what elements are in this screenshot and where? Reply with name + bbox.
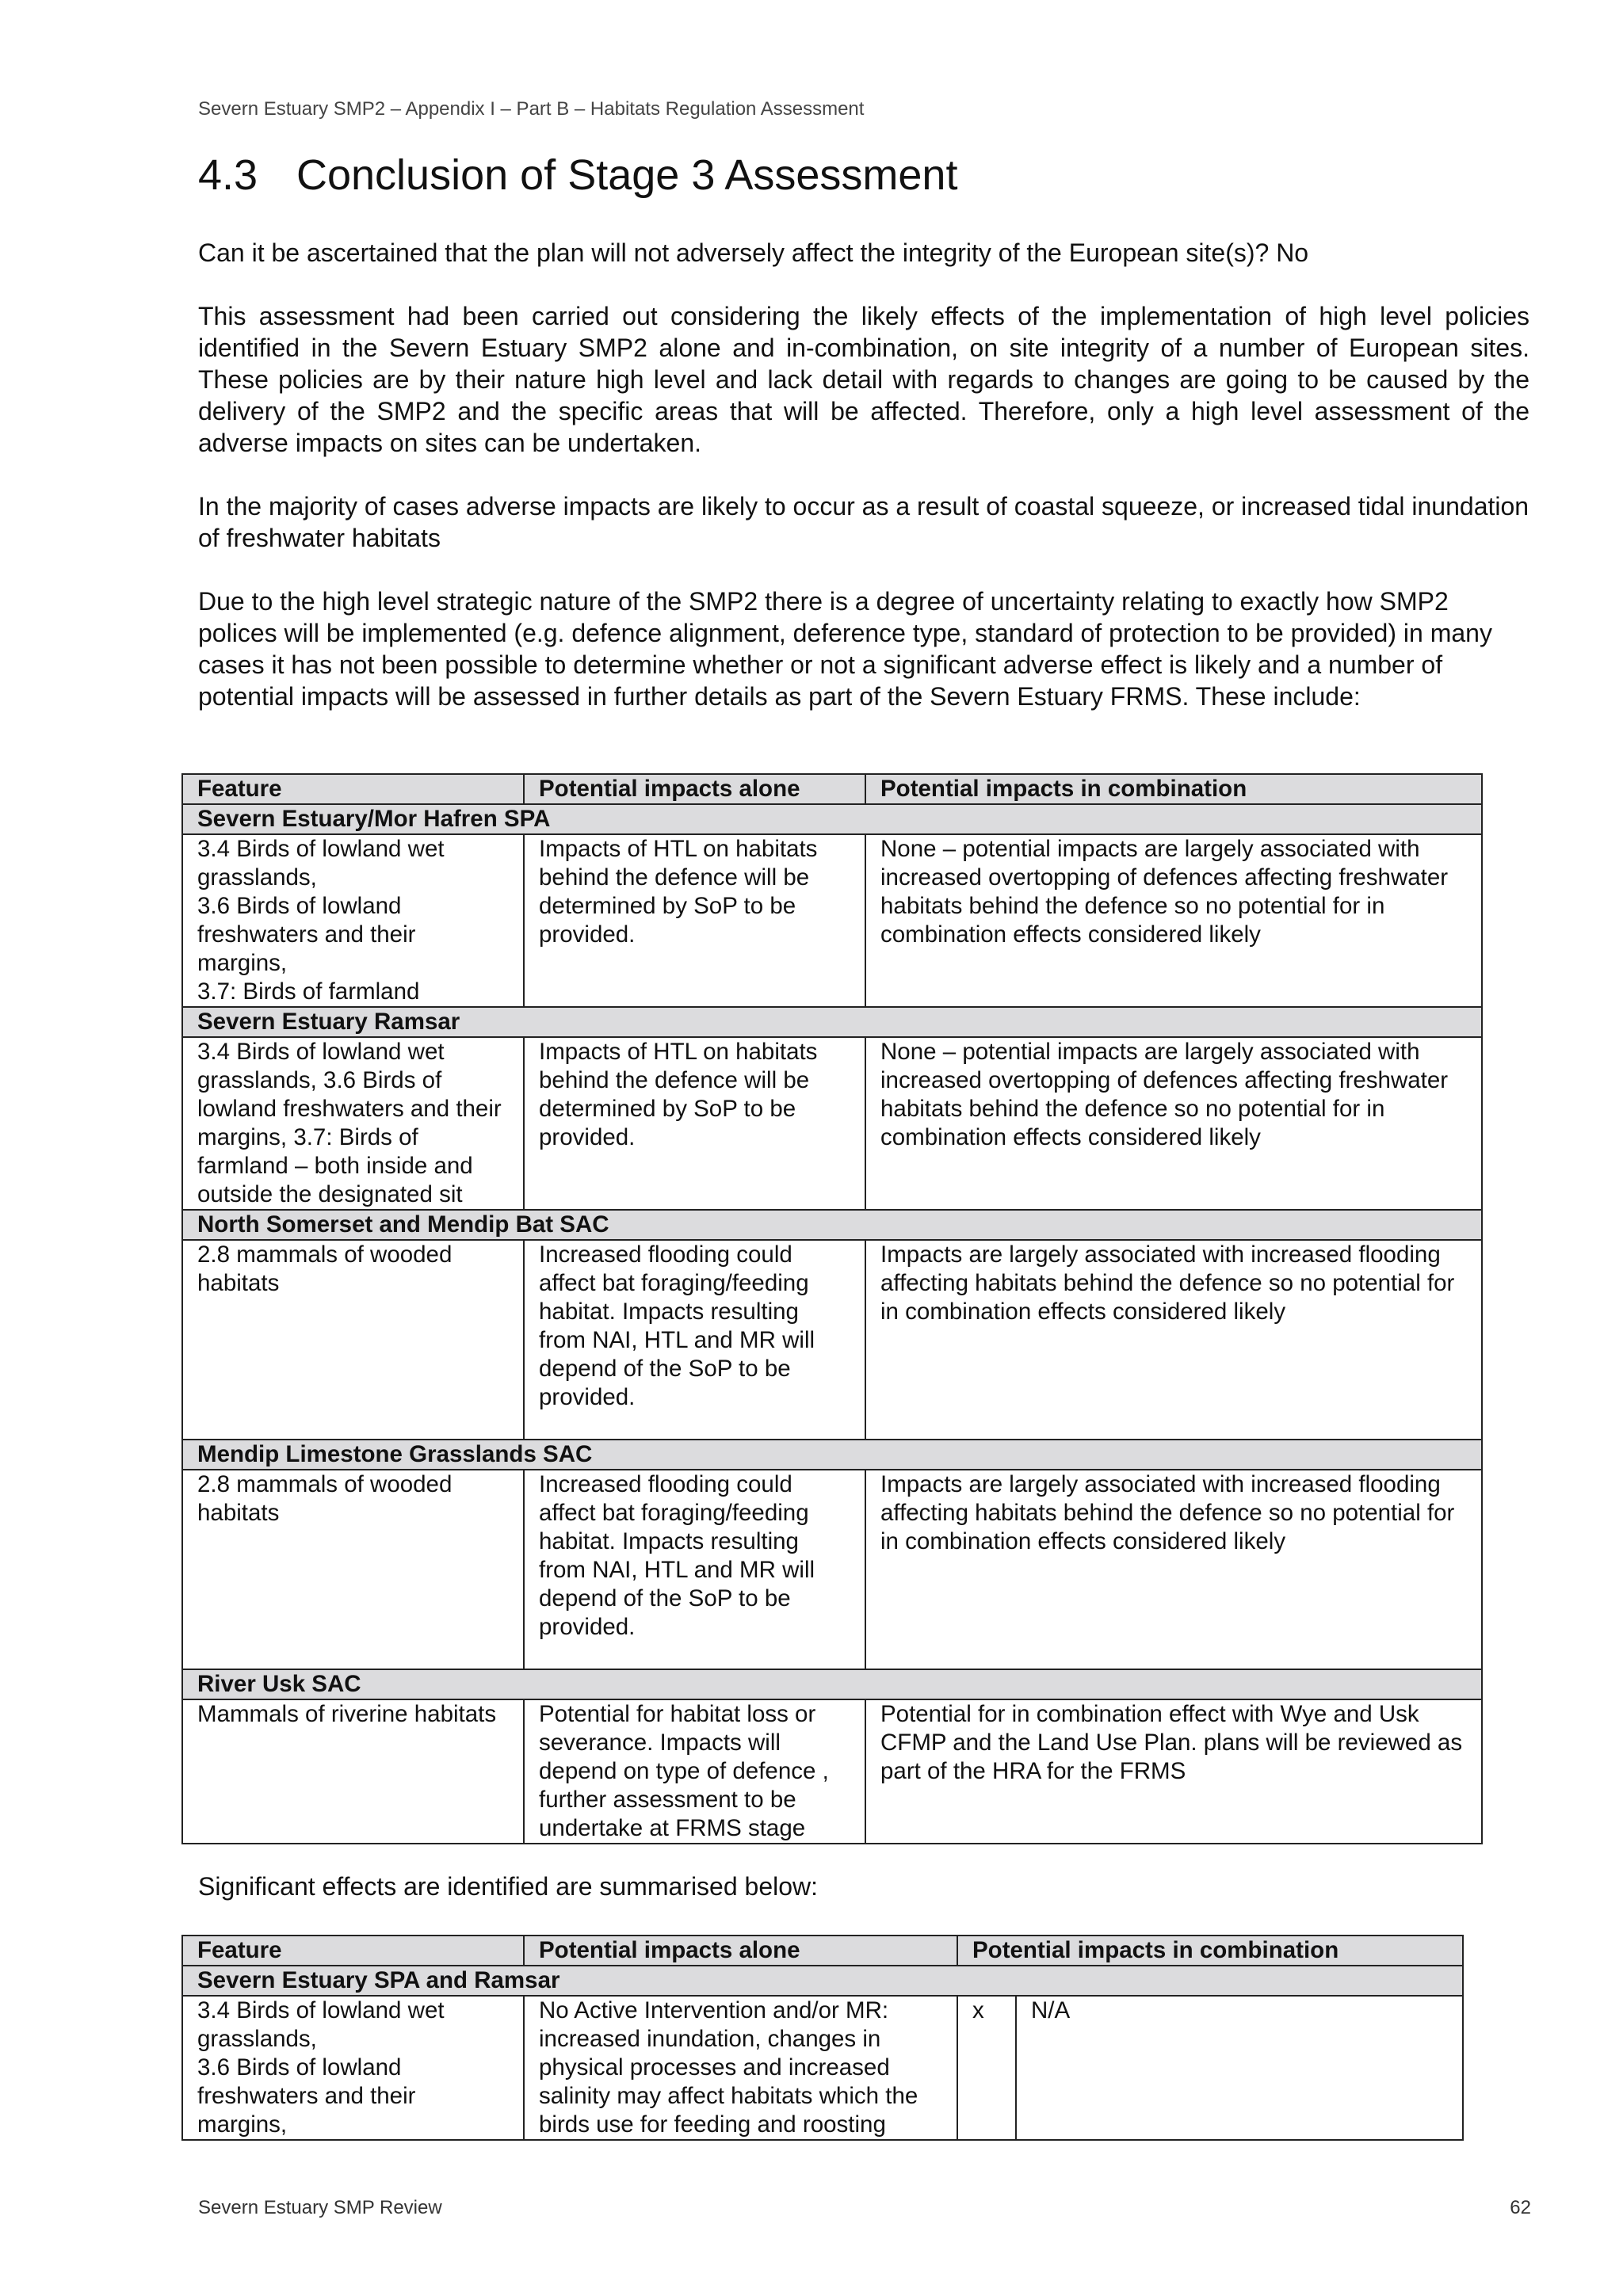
- alone-cell: Increased flooding could affect bat foraging/feeding habitat. Impacts resulting from NAI, HTL and MR will depend of the SoP to be provided.: [524, 1240, 865, 1440]
- uncertainty-paragraph: Due to the high level strategic nature of the SMP2 there is a degree of uncertainty relating to exactly how SMP2 polices will be implemented (e.g. defence alignment, deference type, standard of protection to be provided) in many cases it has not been possible to determine whether or not a significant adverse effect is likely and a number of potential impacts will be assessed in further details as part of the Severn Estuary FRMS. These include:: [198, 587, 1492, 711]
- column-header-alone: Potential impacts alone: [524, 1936, 957, 1966]
- question-paragraph: Can it be ascertained that the plan will not adversely affect the integrity of the European site(s)? No: [198, 238, 1309, 267]
- feature-cell: Mammals of riverine habitats: [182, 1699, 524, 1844]
- summary-intro: Significant effects are identified are summarised below:: [198, 1872, 819, 1901]
- page-number: 62: [1510, 2197, 1531, 2218]
- potential-impacts-table: [181, 773, 1483, 1844]
- table-row: [182, 834, 1482, 1007]
- combination-cell: Potential for in combination effect with Wye and Usk CFMP and the Land Use Plan. plans will be reviewed as part of the HRA for the FRMS: [865, 1699, 1482, 1844]
- site-group-row: [182, 1210, 1482, 1240]
- site-group-row: [182, 1966, 1463, 1996]
- mark-cell: x: [957, 1996, 1016, 2140]
- footer-title: Severn Estuary SMP Review: [198, 2197, 442, 2218]
- section-title: [198, 151, 957, 200]
- table-row: [182, 1996, 1463, 2140]
- assessment-paragraph: This assessment had been carried out considering the likely effects of the implementation of high level policies identified in the Severn Estuary SMP2 alone and in-combination, on site integrity of a number of European sites. These policies are by their nature high level and lack detail with regards to changes are going to be caused by the delivery of the SMP2 and the specific areas that will be affected. Therefore, only a high level assessment of the adverse impacts on sites can be undertaken.: [198, 302, 1529, 457]
- site-name: River Usk SAC: [182, 1669, 1482, 1699]
- table-header-row: [182, 774, 1482, 804]
- alone-cell: Impacts of HTL on habitats behind the defence will be determined by SoP to be provided.: [524, 834, 865, 1007]
- table-row: [182, 1470, 1482, 1669]
- feature-cell: 2.8 mammals of wooded habitats: [182, 1470, 524, 1669]
- feature-cell: 3.4 Birds of lowland wet grasslands, 3.6 Birds of lowland freshwaters and their margins,: [182, 1996, 524, 2140]
- column-header-feature: Feature: [182, 1936, 524, 1966]
- site-group-row: [182, 1007, 1482, 1037]
- site-name: Severn Estuary/Mor Hafren SPA: [182, 804, 1482, 834]
- column-header-feature: Feature: [182, 774, 524, 804]
- table-row: [182, 1240, 1482, 1440]
- site-group-row: [182, 804, 1482, 834]
- table-header-row: [182, 1936, 1463, 1966]
- combination-cell: None – potential impacts are largely associated with increased overtopping of defences affecting freshwater habitats behind the defence so no potential for in combination effects considered likely: [865, 834, 1482, 1007]
- site-name: Severn Estuary Ramsar: [182, 1007, 1482, 1037]
- column-header-combination: Potential impacts in combination: [957, 1936, 1463, 1966]
- site-group-row: [182, 1440, 1482, 1470]
- table-row: [182, 1037, 1482, 1210]
- section-heading: Conclusion of Stage 3 Assessment: [296, 151, 958, 199]
- table-row: [182, 1699, 1482, 1844]
- feature-cell: 3.4 Birds of lowland wet grasslands, 3.6 Birds of lowland freshwaters and their margins, 3.7: Birds of farmland – both inside and outside the designated sit: [182, 1037, 524, 1210]
- site-name: Mendip Limestone Grasslands SAC: [182, 1440, 1482, 1470]
- column-header-alone: Potential impacts alone: [524, 774, 865, 804]
- site-name: North Somerset and Mendip Bat SAC: [182, 1210, 1482, 1240]
- column-header-combination: Potential impacts in combination: [865, 774, 1482, 804]
- combination-cell: N/A: [1016, 1996, 1463, 2140]
- site-group-row: [182, 1669, 1482, 1699]
- running-header: Severn Estuary SMP2 – Appendix I – Part B – Habitats Regulation Assessment: [198, 98, 865, 120]
- site-name: Severn Estuary SPA and Ramsar: [182, 1966, 1463, 1996]
- combination-cell: Impacts are largely associated with increased flooding affecting habitats behind the defence so no potential for in combination effects considered likely: [865, 1470, 1482, 1669]
- alone-cell: Increased flooding could affect bat foraging/feeding habitat. Impacts resulting from NAI, HTL and MR will depend of the SoP to be provided.: [524, 1470, 865, 1669]
- significant-effects-table: [181, 1935, 1464, 2141]
- feature-cell: 2.8 mammals of wooded habitats: [182, 1240, 524, 1440]
- combination-cell: Impacts are largely associated with increased flooding affecting habitats behind the defence so no potential for in combination effects considered likely: [865, 1240, 1482, 1440]
- section-number: 4.3: [198, 151, 258, 199]
- alone-cell: Impacts of HTL on habitats behind the defence will be determined by SoP to be provided.: [524, 1037, 865, 1210]
- alone-cell: Potential for habitat loss or severance. Impacts will depend on type of defence , further assessment to be undertake at FRMS stage: [524, 1699, 865, 1844]
- alone-cell: No Active Intervention and/or MR: increased inundation, changes in physical processes and increased salinity may affect habitats which the birds use for feeding and roosting: [524, 1996, 957, 2140]
- impacts-paragraph: In the majority of cases adverse impacts are likely to occur as a result of coastal squeeze, or increased tidal inundation of freshwater habitats: [198, 492, 1529, 552]
- combination-cell: None – potential impacts are largely associated with increased overtopping of defences affecting freshwater habitats behind the defence so no potential for in combination effects considered likely: [865, 1037, 1482, 1210]
- feature-cell: 3.4 Birds of lowland wet grasslands, 3.6 Birds of lowland freshwaters and their margins, 3.7: Birds of farmland: [182, 834, 524, 1007]
